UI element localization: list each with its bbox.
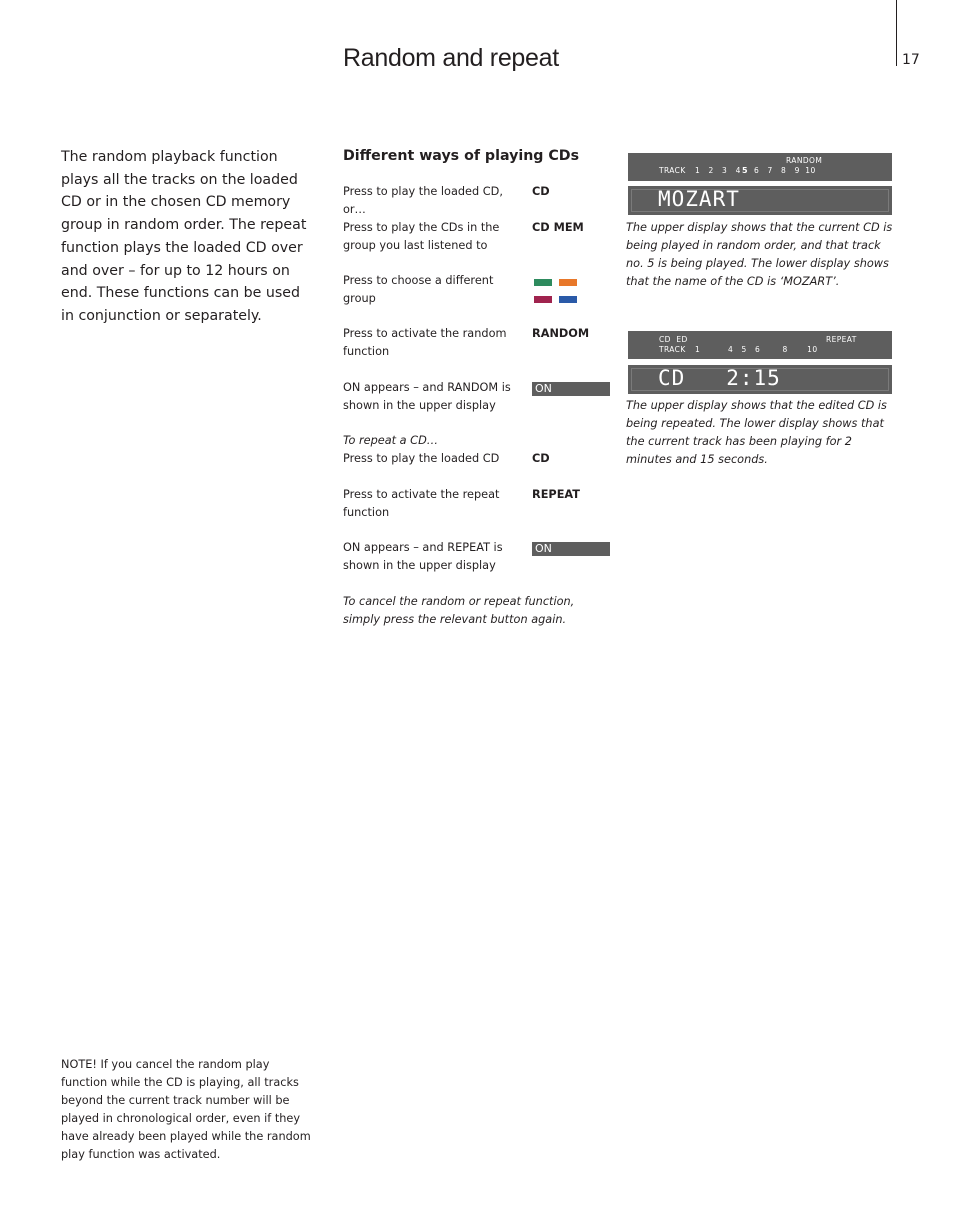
note-paragraph: NOTE! If you cancel the random play function while the CD is playing, all tracks beyond the current track number will be played in chronological order, even if they have already been played while the random play function was activated. [61, 1058, 311, 1161]
red-button-swatch [534, 296, 552, 303]
orange-button-swatch [559, 279, 577, 286]
caption-repeat-display: The upper display shows that the edited CD is being repeated. The lower display shows that the current track has been playing for 2 minutes and 15 seconds. [626, 399, 887, 466]
page-edge-rule [896, 0, 897, 66]
blue-button-swatch [559, 296, 577, 303]
lower-display-time [628, 365, 892, 394]
cancel-note: To cancel the random or repeat function, simply press the relevant button again. [343, 595, 575, 626]
green-button-swatch [534, 279, 552, 286]
cd-key-label: CD [532, 185, 550, 198]
cd-mem-key-label: CD MEM [532, 221, 584, 234]
upper-display-repeat [628, 331, 892, 359]
upper-display-random [628, 153, 892, 181]
display-repeat-label: REPEAT [826, 335, 857, 344]
repeat-key-label: REPEAT [532, 488, 580, 501]
display-current-track: 5 [742, 165, 748, 175]
repeat-play-cd-text: Press to play the loaded CD [343, 451, 500, 465]
caption-random-display: The upper display shows that the current CD is being played in random order, and that track no. 5 is being played. The lower display shows that the name of the CD is ‘MOZART’. [626, 221, 893, 288]
step-text-play-cd: Press to play the loaded CD, or… [343, 185, 503, 216]
step-text-random-on: ON appears – and RANDOM is shown in the upper display [343, 381, 511, 412]
step-text-repeat-cd [343, 432, 525, 468]
page-number: 17 [902, 52, 920, 68]
display-tracks-before: 1 2 3 4 [695, 166, 741, 175]
intro-paragraph: The random playback function plays all the tracks on the loaded CD or in the chosen CD memory group in random order. The repeat function plays the loaded CD over and over – for up to 12 hours on end. These functions can be used in conjunction or separately. [61, 149, 307, 324]
display-track-label: TRACK [659, 345, 686, 354]
repeat-subheading: To repeat a CD… [343, 434, 439, 447]
display-cd-name: MOZART [658, 187, 740, 211]
display-playing-time: CD 2:15 [658, 366, 781, 390]
step-text-activate-repeat: Press to activate the repeat function [343, 488, 500, 519]
display-tracks-after: 6 7 8 9 10 [754, 166, 816, 175]
step-text-repeat-on: ON appears – and REPEAT is shown in the upper display [343, 541, 503, 572]
on-indicator-repeat: ON [532, 542, 610, 556]
display-track-label: TRACK [659, 166, 686, 175]
display-cd-ed-label: CD ED [659, 335, 688, 344]
display-random-label: RANDOM [786, 156, 823, 165]
lower-display-mozart [628, 186, 892, 215]
display-edited-tracks: 1 4 5 6 8 10 [695, 345, 818, 354]
cd-key-label-repeat: CD [532, 452, 550, 465]
on-indicator-random: ON [532, 382, 610, 396]
page-title: Random and repeat [343, 44, 559, 72]
section-heading: Different ways of playing CDs [343, 148, 580, 164]
step-text-choose-group: Press to choose a different group [343, 274, 494, 305]
step-text-cd-mem: Press to play the CDs in the group you last listened to [343, 221, 500, 252]
step-text-activate-random: Press to activate the random function [343, 327, 507, 358]
random-key-label: RANDOM [532, 327, 590, 340]
